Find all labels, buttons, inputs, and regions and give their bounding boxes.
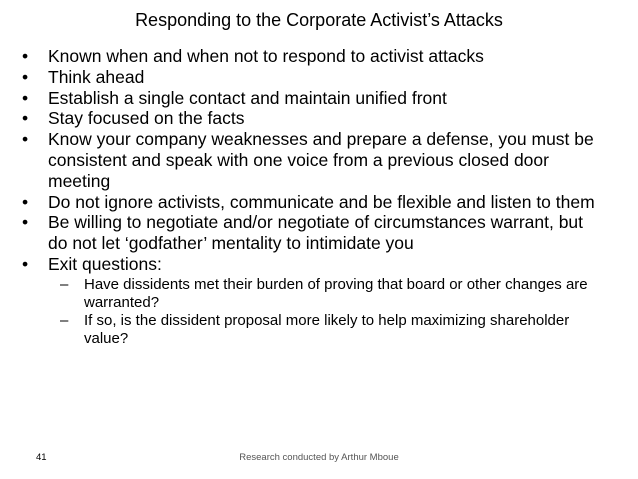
bullet-marker: • <box>22 46 29 66</box>
bullet-item <box>22 254 602 348</box>
sub-bullet-marker: – <box>60 275 69 293</box>
sub-bullet-list <box>48 276 602 348</box>
bullet-text: Be willing to negotiate and/or negotiate of circumstances warrant, but do not let ‘godfather’ mentality to intimidate you <box>48 212 584 254</box>
bullet-marker: • <box>22 253 29 274</box>
bullet-marker: • <box>22 87 29 108</box>
sub-bullet-item <box>60 276 602 312</box>
bullet-item <box>22 67 602 88</box>
bullet-text: Establish a single contact and maintain unified front <box>48 87 447 108</box>
bullet-item <box>22 192 602 213</box>
bullet-list <box>22 46 602 348</box>
bullet-marker: • <box>22 108 29 129</box>
bullet-marker: • <box>22 191 29 212</box>
page-number: 41 <box>36 452 47 463</box>
sub-bullet-item <box>60 312 602 348</box>
sub-bullet-text: Have dissidents met their burden of proving that board or other changes are warranted? <box>84 275 588 311</box>
bullet-text: Think ahead <box>48 66 145 87</box>
bullet-text: Do not ignore activists, communicate and be flexible and listen to them <box>48 191 595 212</box>
bullet-marker: • <box>22 66 29 87</box>
bullet-marker: • <box>22 212 29 233</box>
footer-credit: Research conducted by Arthur Mboue <box>239 452 399 463</box>
bullet-item <box>22 129 602 191</box>
bullet-marker: • <box>22 129 29 150</box>
bullet-item <box>22 88 602 109</box>
sub-bullet-marker: – <box>60 311 69 329</box>
bullet-text: Known when and when not to respond to activist attacks <box>48 46 484 66</box>
bullet-text: Know your company weaknesses and prepare a defense, you must be consistent and speak with one voice from a previous closed door meeting <box>48 129 594 191</box>
sub-bullet-text: If so, is the dissident proposal more likely to help maximizing shareholder value? <box>84 311 570 347</box>
bullet-text: Exit questions: <box>48 253 162 274</box>
bullet-item <box>22 212 602 254</box>
bullet-item <box>22 46 602 67</box>
bullet-text: Stay focused on the facts <box>48 108 245 129</box>
slide-title: Responding to the Corporate Activist’s Attacks <box>135 10 503 30</box>
bullet-item <box>22 108 602 129</box>
